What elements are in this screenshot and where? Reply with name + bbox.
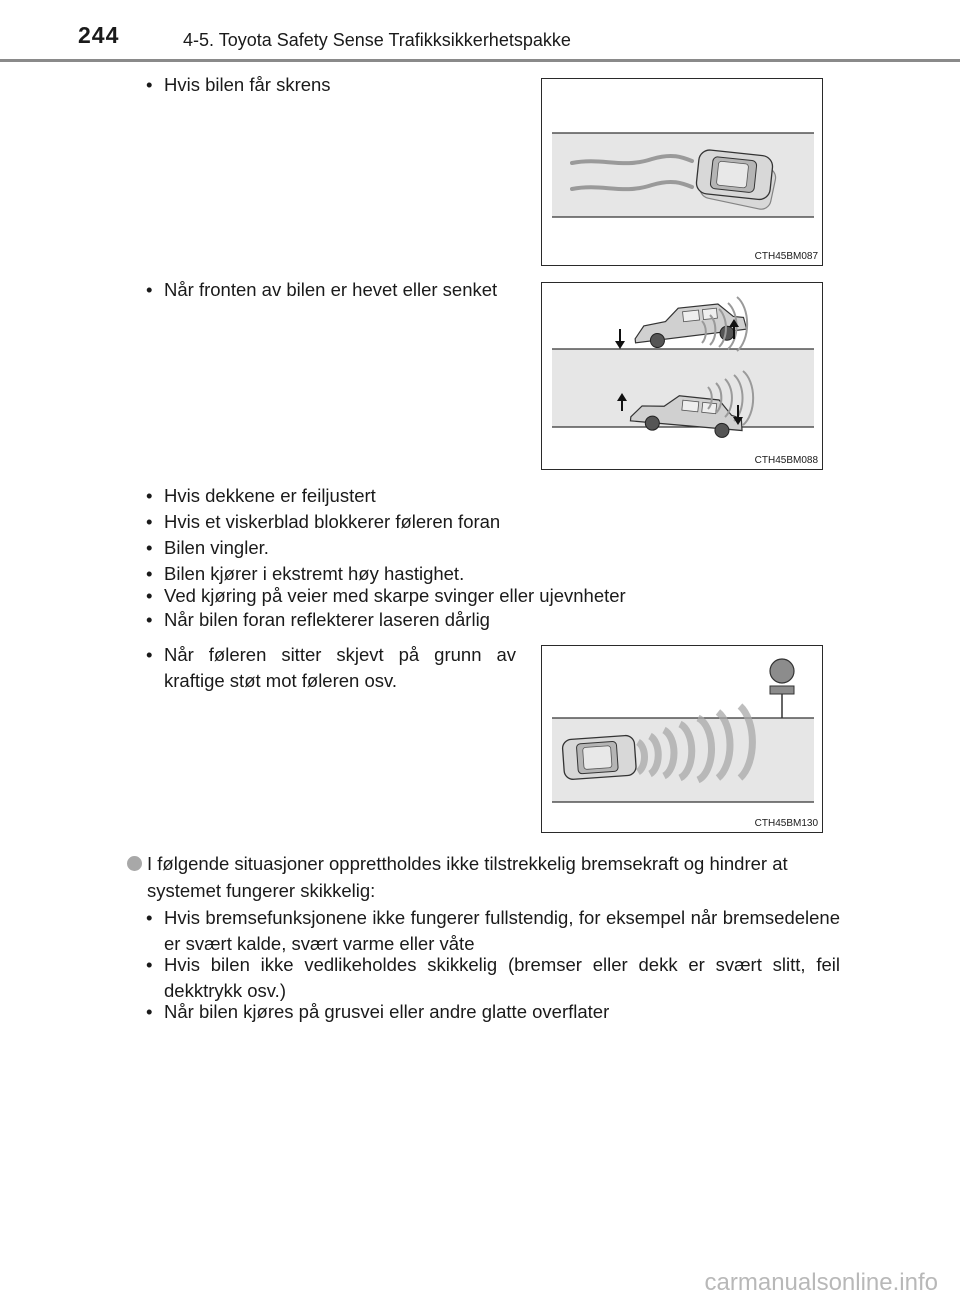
bullet-dot: • (146, 74, 153, 95)
bullet-text: Hvis bilen ikke vedlikeholdes skikkelig (bremser eller dekk er svært slitt, feil dekktrykk osv.) (164, 954, 840, 1001)
circle-bullet-icon (127, 856, 142, 871)
bullet-dot: • (146, 563, 153, 584)
figure-code: CTH45BM130 (754, 818, 818, 829)
bullet-dot: • (146, 537, 153, 558)
bullet-dot: • (146, 644, 153, 665)
bullet-sensor-misaligned (146, 642, 516, 694)
bullet-dot: • (146, 585, 153, 606)
bullet-text: Bilen vingler. (164, 537, 269, 558)
figure-code: CTH45BM087 (754, 251, 818, 262)
section-title: 4-5. Toyota Safety Sense Trafikksikkerhetspakke (183, 30, 571, 50)
bullet-dot: • (146, 907, 153, 928)
bullet-wiper (146, 509, 844, 535)
bullet-brake-function (146, 905, 840, 957)
bullet-text: Hvis bilen får skrens (164, 74, 331, 95)
watermark: carmanualsonline.info (704, 1269, 938, 1296)
main-point-text: I følgende situasjoner opprettholdes ikke tilstrekkelig bremsekraft og hindrer at systemet fungerer skikkelig: (147, 853, 788, 901)
sensor-illustration (542, 646, 822, 832)
bullet-dot: • (146, 485, 153, 506)
bullet-text: Bilen kjører i ekstremt høy hastighet. (164, 563, 465, 584)
bullet-wobble (146, 535, 844, 561)
bullet-poor-reflection (146, 607, 844, 633)
bullet-text: Hvis bremsefunksjonene ikke fungerer fullstendig, for eksempel når bremsedelene er svært kalde, svært varme eller våte (164, 907, 840, 954)
bullet-sharp-curves (146, 583, 844, 609)
figure-code: CTH45BM088 (754, 455, 818, 466)
bullet-dot: • (146, 954, 153, 975)
figure-misaligned-sensor (541, 645, 823, 833)
bullet-front-raised (146, 277, 516, 303)
bullet-text: Når bilen kjøres på grusvei eller andre glatte overflater (164, 1001, 610, 1022)
bullet-tire-alignment (146, 483, 844, 509)
bullet-dot: • (146, 609, 153, 630)
bullet-text: Når føleren sitter skjevt på grunn av kraftige støt mot føleren osv. (164, 644, 516, 691)
header-rule (0, 59, 960, 62)
bullet-dot: • (146, 511, 153, 532)
bullet-text: Hvis dekkene er feiljustert (164, 485, 376, 506)
bullet-text: Når bilen foran reflekterer laseren dårlig (164, 609, 490, 630)
bullet-text: Når fronten av bilen er hevet eller senket (164, 279, 498, 300)
skid-illustration (542, 79, 822, 265)
bullet-text: Ved kjøring på veier med skarpe svinger eller ujevnheter (164, 585, 626, 606)
bullet-dot: • (146, 1001, 153, 1022)
bullet-text: Hvis et viskerblad blokkerer føleren foran (164, 511, 501, 532)
pitch-illustration (542, 283, 822, 469)
bullet-dot: • (146, 279, 153, 300)
bullet-maintenance (146, 952, 840, 1004)
page-number: 244 (78, 22, 120, 48)
bullet-gravel (146, 999, 840, 1025)
bullet-skid (146, 72, 516, 98)
figure-skid (541, 78, 823, 266)
figure-pitch (541, 282, 823, 470)
